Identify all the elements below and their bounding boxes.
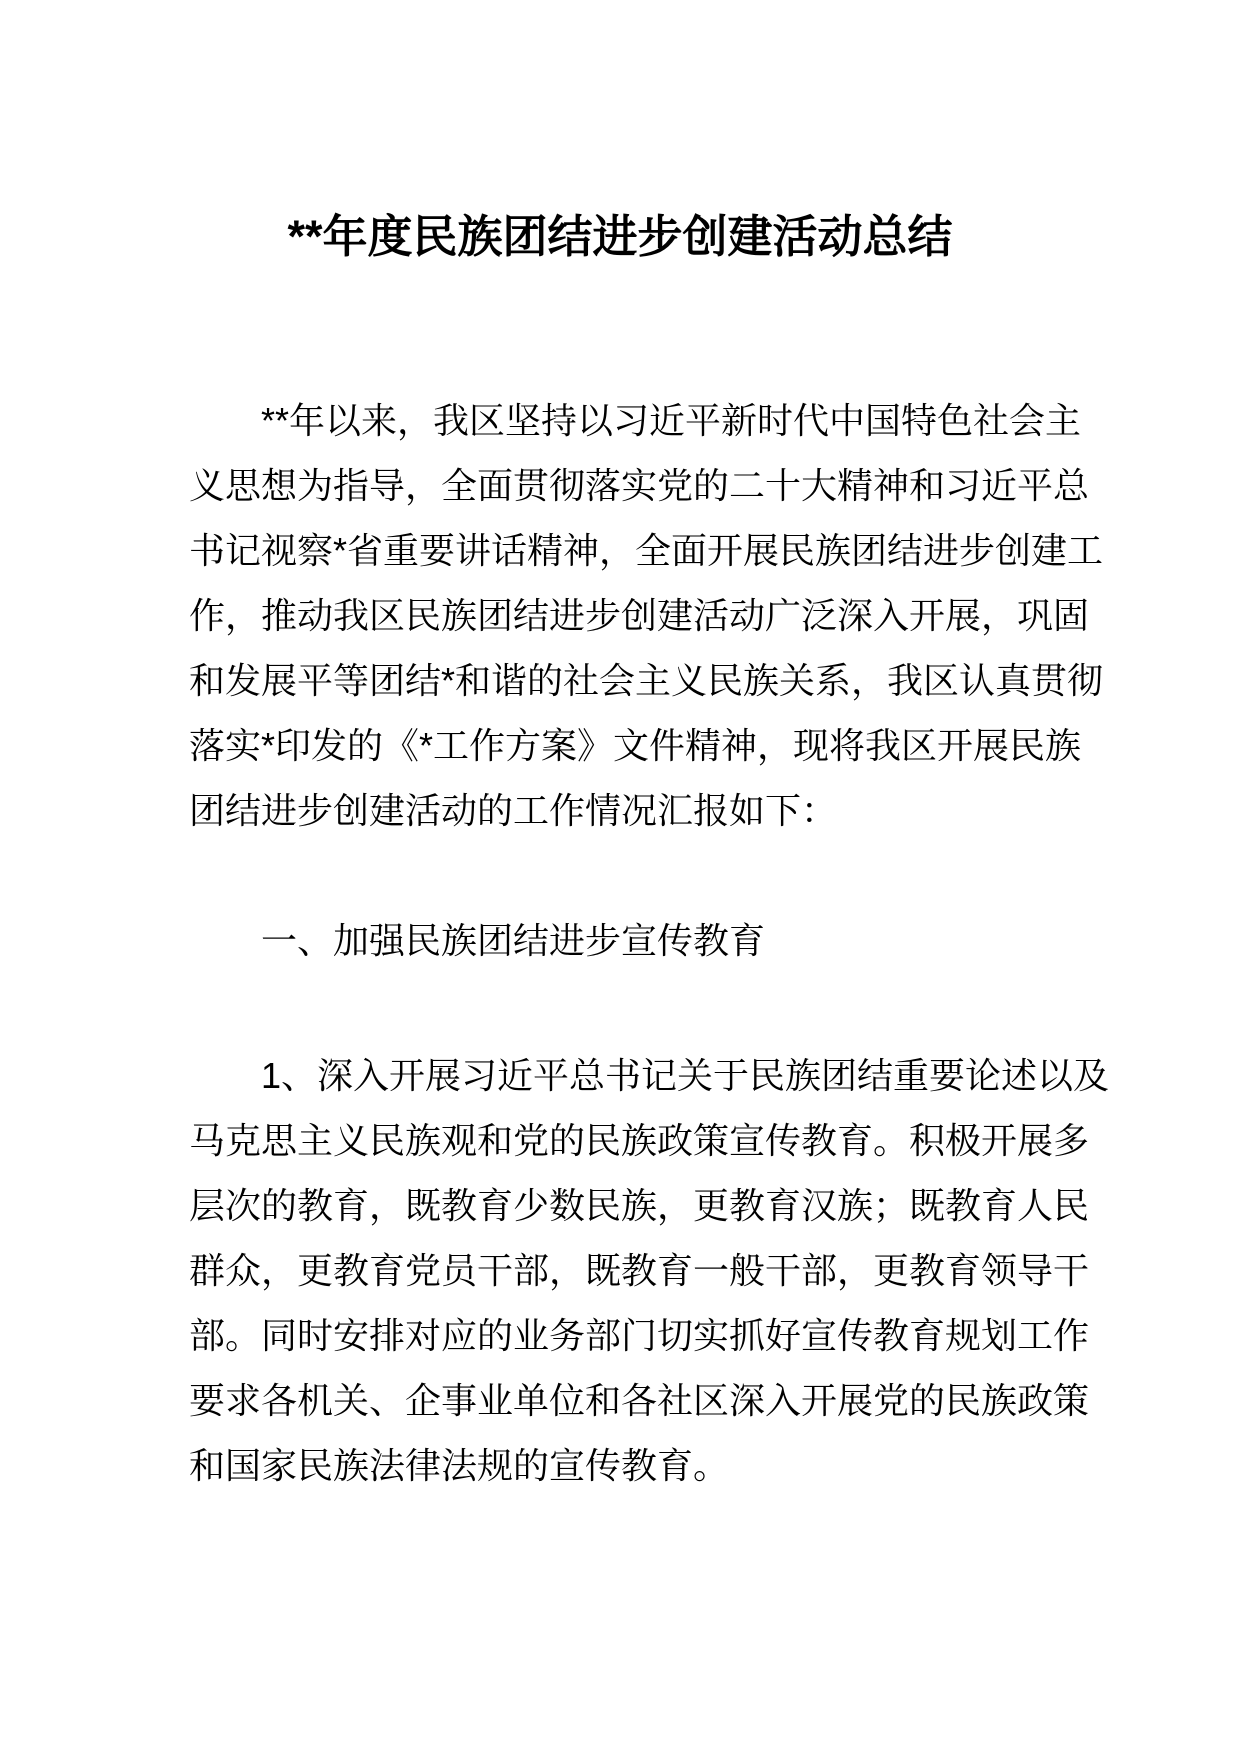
paragraph-line: 马克思主义民族观和党的民族政策宣传教育。积极开展多: [189, 1120, 1090, 1161]
paragraph-line: 团结进步创建活动的工作情况汇报如下：: [189, 790, 838, 831]
intro-paragraph: [189, 388, 1104, 843]
paragraph-line: 1、深入开展习近平总书记关于民族团结重要论述以及: [261, 1055, 1110, 1096]
paragraph-line: 部。同时安排对应的业务部门切实抓好宣传教育规划工作: [189, 1315, 1090, 1356]
paragraph-line: 和国家民族法律法规的宣传教育。: [189, 1445, 730, 1486]
paragraph-line: 层次的教育，既教育少数民族，更教育汉族；既教育人民: [189, 1185, 1090, 1226]
paragraph-line: **年以来，我区坚持以习近平新时代中国特色社会主: [261, 400, 1082, 441]
paragraph-line: 群众，更教育党员干部，既教育一般干部，更教育领导干: [189, 1250, 1090, 1291]
paragraph-line: 落实*印发的《*工作方案》文件精神，现将我区开展民族: [189, 725, 1082, 766]
section-heading-text: 一、加强民族团结进步宣传教育: [261, 920, 766, 961]
document-title: **年度民族团结进步创建活动总结: [287, 211, 953, 262]
paragraph-line: 义思想为指导，全面贯彻落实党的二十大精神和习近平总: [189, 465, 1090, 506]
paragraph-line: 书记视察*省重要讲话精神，全面开展民族团结进步创建工: [189, 530, 1104, 571]
paragraph-line: 要求各机关、企事业单位和各社区深入开展党的民族政策: [189, 1380, 1090, 1421]
section-heading: [189, 908, 1069, 973]
item-paragraph: [189, 1043, 1110, 1498]
paragraph-line: 作，推动我区民族团结进步创建活动广泛深入开展，巩固: [189, 595, 1090, 636]
paragraph-line: 和发展平等团结*和谐的社会主义民族关系，我区认真贯彻: [189, 660, 1104, 701]
